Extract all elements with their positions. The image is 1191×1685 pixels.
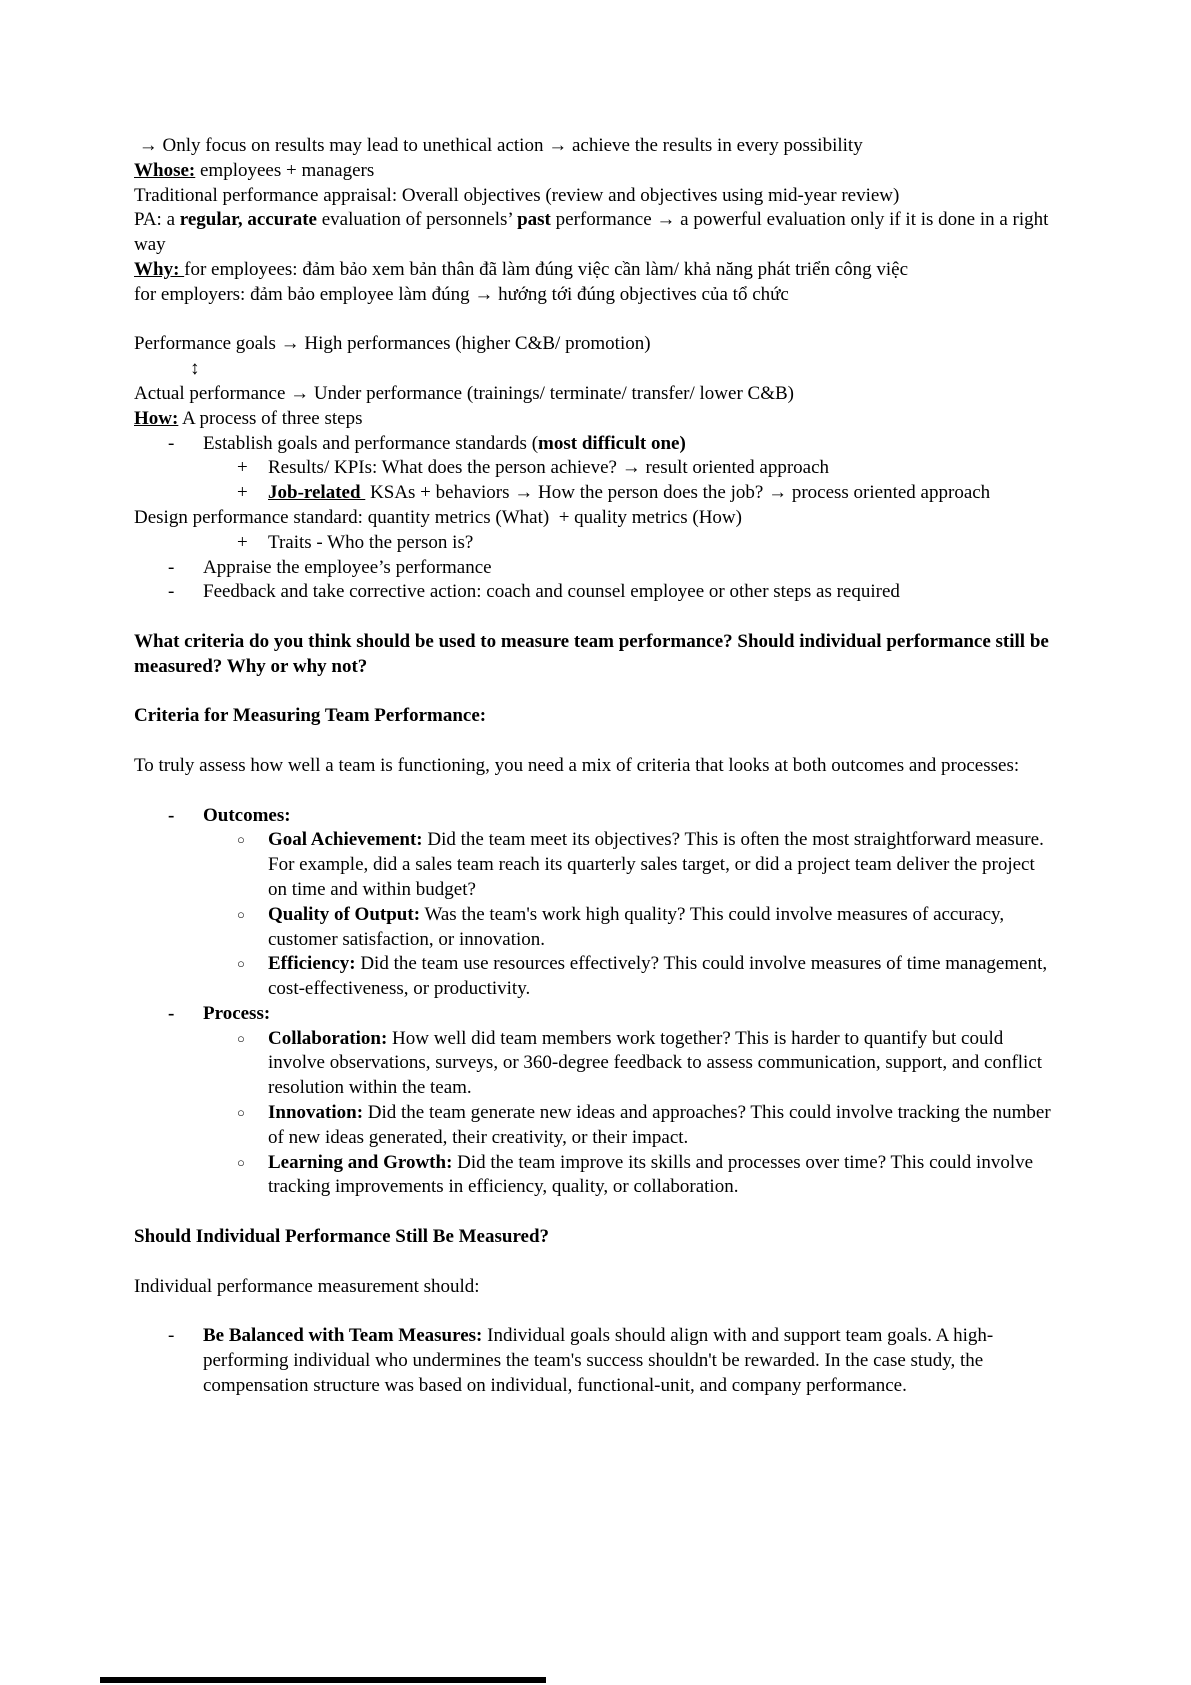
para-blank [134, 729, 1057, 754]
text-run: → Only focus on results may lead to unethical action → achieve the results in every possibility [134, 135, 863, 156]
para-updown-arrow [134, 357, 1057, 382]
para-collaboration [134, 1027, 1057, 1101]
para-establish-goals [134, 432, 1057, 457]
bullet-marker: ○ [237, 1030, 245, 1046]
bullet-marker: ○ [237, 832, 245, 848]
text-run: Individual performance measurement should: [134, 1275, 480, 1297]
text-run: KSAs + behaviors → How the person does the job? → process oriented approach [365, 482, 991, 504]
text-run: Actual performance → Under performance (trainings/ terminate/ transfer/ lower C&B) [134, 382, 794, 404]
para-traditional-pa [134, 184, 1057, 209]
text-run: evaluation of personnels’ [316, 209, 518, 231]
text-run: Traits - Who the person is? [268, 531, 474, 553]
text-run: How: [134, 407, 179, 429]
text-run: Results/ KPIs: What does the person achieve? → result oriented approach [268, 457, 830, 479]
text-run: Should Individual Performance Still Be Measured? [134, 1226, 550, 1248]
bullet-marker: + [237, 531, 248, 553]
para-traits [134, 531, 1057, 556]
para-whose [134, 159, 1057, 184]
text-run: Appraise the employee’s performance [203, 556, 492, 578]
bottom-divider-bar [100, 1677, 546, 1683]
bullet-marker: ○ [237, 906, 245, 922]
para-results-kpis [134, 456, 1057, 481]
para-innovation [134, 1101, 1057, 1151]
text-run: Did the team meet its objectives? This is often the most straightforward measure. For example, did a sales team reach its quarterly sales target, or did a project team deliver the project on time and within budget? [268, 829, 1049, 900]
text-run: How well did team members work together? This is harder to quantify but could involve observations, surveys, or 360-degree feedback to assess communication, support, and conflict resolution within the team. [268, 1027, 1047, 1099]
para-learning-growth [134, 1151, 1057, 1201]
text-run: for employees: đảm bảo xem bản thân đã làm đúng việc cần làm/ khả năng phát triển công việc [184, 258, 909, 280]
para-blank [134, 1299, 1057, 1324]
para-why-employees [134, 258, 1057, 283]
text-run: Goal Achievement: [268, 829, 423, 851]
para-job-related [134, 481, 1057, 506]
bullet-marker: ○ [237, 956, 245, 972]
text-run: Outcomes: [203, 804, 291, 826]
bullet-marker: - [168, 581, 175, 603]
text-run: for employers: đảm bảo employee làm đúng → hướng tới đúng objectives của tổ chức [134, 283, 789, 305]
text-run: Performance goals → High performances (higher C&B/ promotion) [134, 333, 651, 355]
para-how [134, 407, 1057, 432]
text-run: Innovation: [268, 1102, 364, 1124]
bullet-marker: - [168, 1002, 175, 1024]
text-run: Establish goals and performance standards ( [203, 432, 539, 454]
text-run: Job-related [268, 482, 366, 504]
text-run: regular, accurate [179, 209, 317, 231]
text-run: Whose: [134, 159, 196, 181]
text-run: Process: [203, 1002, 271, 1024]
bullet-marker: + [237, 482, 248, 504]
text-run: ↕ [190, 358, 200, 380]
text-run: Be Balanced with Team Measures: [203, 1325, 483, 1347]
text-run: A process of three steps [178, 407, 363, 429]
text-run: employees + managers [195, 159, 375, 181]
para-pa-definition [134, 208, 1057, 258]
para-blank [134, 680, 1057, 705]
text-run: Efficiency: [268, 953, 356, 975]
para-blank [134, 308, 1057, 333]
text-run: Traditional performance appraisal: Overall objectives (review and objectives using mid-year review) [134, 184, 900, 206]
text-run: Did the team improve its skills and processes over time? This could involve tracking improvements in efficiency, quality, or collaboration. [268, 1151, 1038, 1198]
para-blank [134, 1200, 1057, 1225]
para-why-employers [134, 283, 1057, 308]
bullet-marker: - [168, 432, 175, 454]
text-run: What criteria do you think should be used to measure team performance? Should individual performance still be measured? Why or why not? [134, 630, 1054, 677]
bullet-marker: - [168, 556, 175, 578]
text-run: Learning and Growth: [268, 1151, 453, 1173]
para-design-standard [134, 506, 1057, 531]
para-outcomes [134, 804, 1057, 829]
bullet-marker: - [168, 1325, 175, 1347]
text-run: Was the team's work high quality? This could involve measures of accuracy, customer satisfaction, or innovation. [268, 903, 1009, 950]
text-run: Collaboration: [268, 1027, 388, 1049]
text-run: Did the team generate new ideas and approaches? This could involve tracking the number of new ideas generated, their creativity, or their impact. [268, 1102, 1056, 1148]
para-be-balanced [134, 1324, 1057, 1398]
text-run: performance → a powerful evaluation only if it is done in a right way [134, 209, 1054, 256]
text-run: Feedback and take corrective action: coach and counsel employee or other steps as required [203, 581, 900, 603]
para-blank [134, 779, 1057, 804]
text-run: most difficult one) [538, 432, 686, 454]
para-feedback [134, 580, 1057, 605]
para-actual-performance [134, 382, 1057, 407]
bullet-marker: + [237, 457, 248, 479]
para-blank [134, 605, 1057, 630]
para-efficiency [134, 952, 1057, 1002]
para-individual-intro [134, 1275, 1057, 1300]
text-run: To truly assess how well a team is functioning, you need a mix of criteria that looks at both outcomes and processes: [134, 754, 1020, 776]
para-question-heading [134, 630, 1057, 680]
para-performance-goals [134, 332, 1057, 357]
text-run: Individual goals should align with and support team goals. A high-performing individual who undermines the team's success shouldn't be rewarded. In the case study, the compensation structure was based on individual, functional-unit, and company performance. [203, 1325, 994, 1396]
para-blank [134, 1250, 1057, 1275]
para-criteria-intro [134, 754, 1057, 779]
text-run: PA: a [134, 209, 180, 231]
text-run: Criteria for Measuring Team Performance: [134, 705, 487, 727]
para-individual-heading [134, 1225, 1057, 1250]
bullet-marker: ○ [237, 1105, 245, 1121]
text-run: Design performance standard: quantity metrics (What) + quality metrics (How) [134, 506, 742, 528]
document-body [134, 134, 1057, 1399]
para-process [134, 1002, 1057, 1027]
para-goal-achievement [134, 828, 1057, 902]
para-criteria-heading [134, 704, 1057, 729]
text-run: Quality of Output: [268, 903, 421, 925]
bullet-marker: - [168, 804, 175, 826]
text-run: Why: [134, 258, 185, 280]
text-run: Did the team use resources effectively? This could involve measures of time management, cost-effectiveness, or productivity. [268, 953, 1052, 1000]
para-appraise [134, 556, 1057, 581]
text-run: past [517, 209, 551, 231]
bullet-marker: ○ [237, 1154, 245, 1170]
para-results-focus [134, 134, 1057, 159]
para-quality-of-output [134, 903, 1057, 953]
